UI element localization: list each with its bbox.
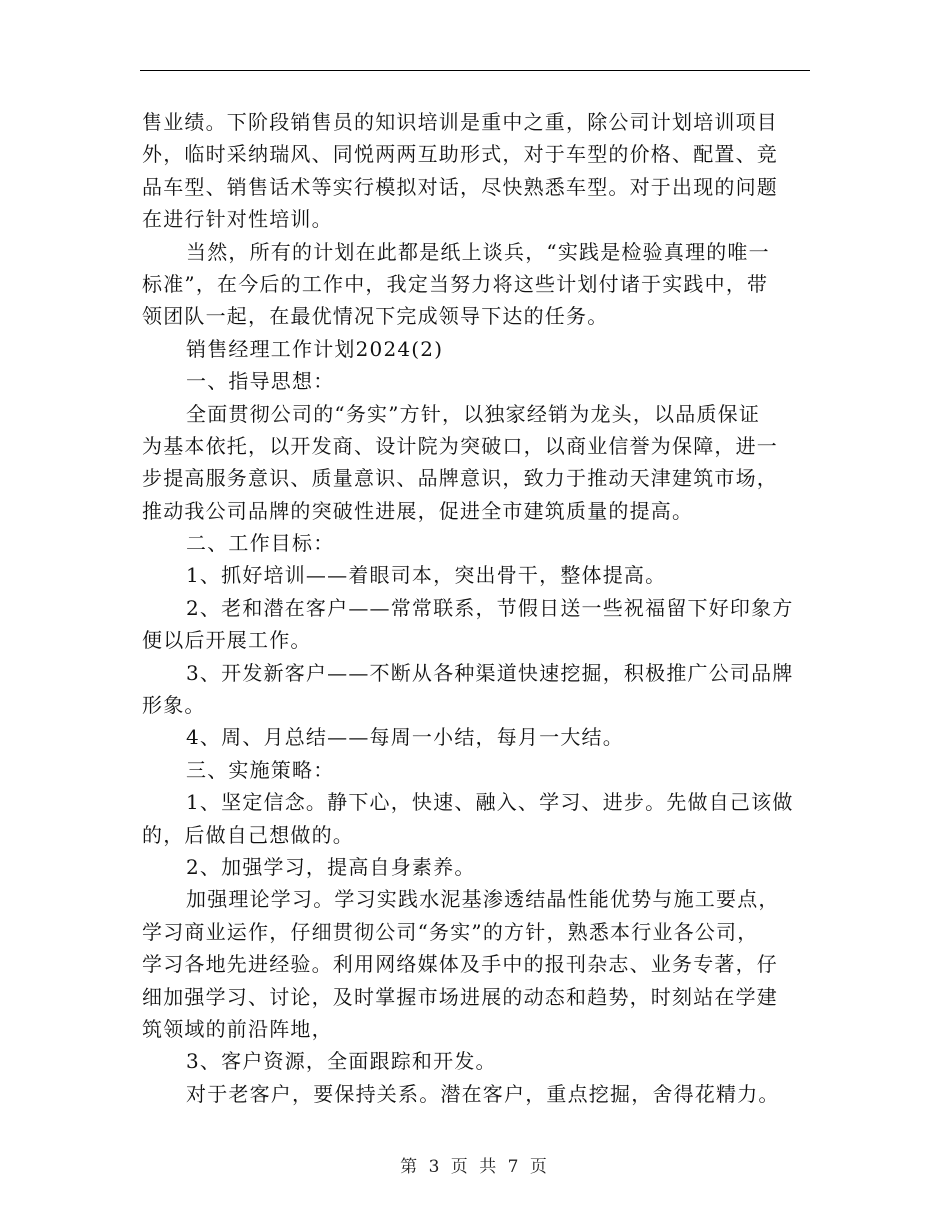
- paragraph-line: 加强理论学习。学习实践水泥基渗透结晶性能优势与施工要点，: [186, 887, 780, 912]
- paragraph-line: 品车型、销售话术等实行模拟对话，尽快熟悉车型。对于出现的问题: [142, 174, 778, 199]
- list-item-continuation: 的，后做自己想做的。: [142, 822, 354, 847]
- section-title: 销售经理工作计划2024(2): [186, 336, 444, 361]
- list-item: 3、开发新客户——不断从各种渠道快速挖掘，积极推广公司品牌: [186, 660, 794, 685]
- document-body: [142, 106, 812, 1110]
- section-heading: 二、工作目标：: [186, 531, 335, 556]
- paragraph-line: 外，临时采纳瑞风、同悦两两互助形式，对于车型的价格、配置、竞: [142, 142, 778, 167]
- paragraph-line: 售业绩。下阶段销售员的知识培训是重中之重，除公司计划培训项目: [142, 110, 778, 134]
- list-item: 2、老和潜在客户——常常联系，节假日送一些祝福留下好印象方: [186, 595, 794, 620]
- section-heading: 一、指导思想：: [186, 369, 335, 394]
- paragraph-line: 全面贯彻公司的“务实”方针，以独家经销为龙头，以品质保证: [186, 401, 761, 426]
- paragraph-line: 步提高服务意识、质量意识、品牌意识，致力于推动天津建筑市场，: [142, 466, 778, 491]
- paragraph-line: 领团队一起，在最优情况下完成领导下达的任务。: [142, 304, 609, 329]
- paragraph-line: 筑领域的前沿阵地，: [142, 1016, 333, 1041]
- list-item-continuation: 形象。: [142, 693, 206, 718]
- list-item-continuation: 便以后开展工作。: [142, 628, 312, 653]
- section-heading: 三、实施策略：: [186, 757, 335, 782]
- list-item: 3、客户资源，全面跟踪和开发。: [186, 1049, 497, 1074]
- paragraph-line: 学习商业运作，仔细贯彻公司“务实”的方针，熟悉本行业各公司，: [142, 919, 759, 944]
- page-number-footer: 第 3 页 共 7 页: [400, 1157, 550, 1177]
- paragraph-line: 学习各地先进经验。利用网络媒体及手中的报刊杂志、业务专著，仔: [142, 952, 778, 977]
- list-item: 1、坚定信念。静下心，快速、融入、学习、进步。先做自己该做: [186, 790, 794, 815]
- list-item: 1、抓好培训——着眼司本，突出骨干，整体提高。: [186, 563, 667, 588]
- list-item: 4、周、月总结——每周一小结，每月一大结。: [186, 725, 624, 750]
- paragraph-line: 标准”，在今后的工作中，我定当努力将这些计划付诸于实践中，带: [142, 271, 769, 296]
- paragraph-line: 当然，所有的计划在此都是纸上谈兵，“实践是检验真理的唯一: [186, 239, 770, 264]
- paragraph-line: 对于老客户，要保持关系。潜在客户，重点挖掘，舍得花精力。: [186, 1081, 780, 1106]
- list-item: 2、加强学习，提高自身素养。: [186, 854, 476, 879]
- paragraph-line: 推动我公司品牌的突破性进展，促进全市建筑质量的提高。: [142, 498, 694, 523]
- paragraph-line: 在进行针对性培训。: [142, 207, 333, 232]
- paragraph-line: 为基本依托，以开发商、设计院为突破口，以商业信誉为保障，进一: [142, 433, 778, 458]
- paragraph-line: 细加强学习、讨论，及时掌握市场进展的动态和趋势，时刻站在学建: [142, 984, 778, 1009]
- header-rule: [140, 70, 810, 71]
